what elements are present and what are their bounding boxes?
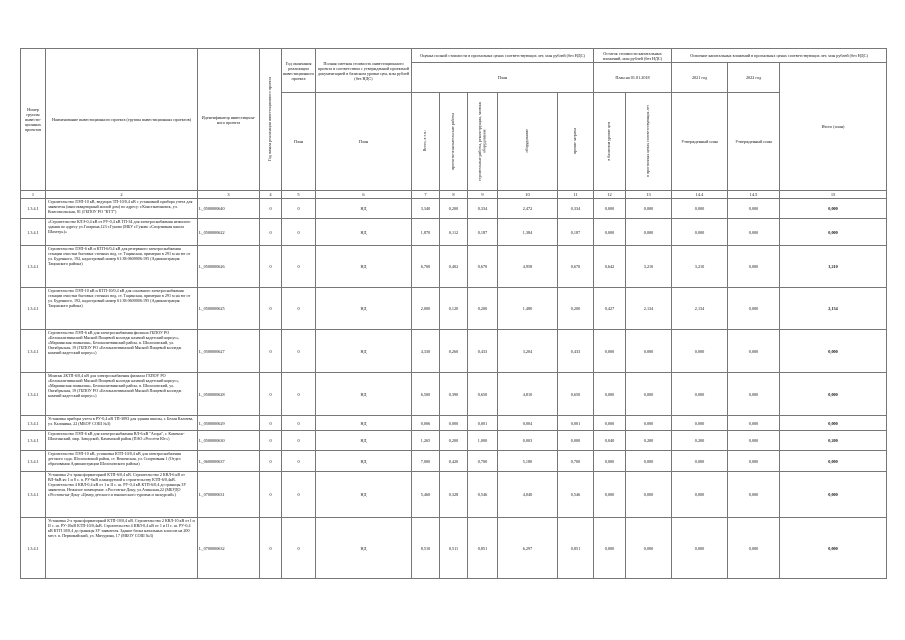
column-index-row: 1 2 3 4 5 6 7 8 9 10 11 12 13 14.4 14.5 15 xyxy=(21,191,887,199)
remaining-base-cell: 0,040 xyxy=(594,431,626,451)
start-year-cell: 0 xyxy=(260,330,282,373)
table-row xyxy=(21,518,887,579)
table-row xyxy=(21,199,887,219)
total-cost-cell: 6,500 xyxy=(412,373,440,416)
table-row xyxy=(21,246,887,288)
row-number-cell: 1.3.4.1 xyxy=(21,330,46,373)
hdr-year-2021: 2021 год xyxy=(672,63,728,93)
design-works-cost-cell: 0,328 xyxy=(440,472,468,518)
remaining-base-cell: 0,642 xyxy=(594,246,626,288)
remaining-base-cell: 0,000 xyxy=(594,416,626,431)
full-cost-plan-cell: НД xyxy=(316,416,412,431)
capex-total-cell: 0,000 xyxy=(780,472,887,518)
project-name-cell: «Строительство КЛЭ-0,4 кВ от РУ-0,4 кВ ТП-34 для электроснабжения нежилого здания по адресу ул.Гагарина,123 г.Гуково (МБУ г.Гуково «Спортивная школа Шахтер»)» xyxy=(46,219,198,246)
construction-cost-cell: 0,851 xyxy=(468,518,498,579)
start-year-cell: 0 xyxy=(260,199,282,219)
start-year-cell: 0 xyxy=(260,219,282,246)
equipment-cost-cell: 4,810 xyxy=(498,373,558,416)
start-year-cell: 0 xyxy=(260,451,282,472)
hdr-year-2022: 2022 год xyxy=(728,63,780,93)
capex-total-cell: 0,000 xyxy=(780,330,887,373)
construction-cost-cell: 0,187 xyxy=(468,219,498,246)
project-id-cell: L_0500000640 xyxy=(198,199,260,219)
remaining-base-cell: 0,000 xyxy=(594,330,626,373)
design-works-cost-cell: 0,120 xyxy=(440,288,468,330)
project-id-cell: L_0500000622 xyxy=(198,219,260,246)
project-name-cell: Установка 2-х трансформаторной КТП-10/0,4 кВ. Строительство 2 КВЛ-10 кВ от I и II с. ш. РУ-10кВ КТП-10/0,4кВ. Строительство 4 КВЛ-0,4 кВ от 1 и II с. ш. РУ-0,4 кВ КТП 10/0,4 до границы ЗУ заявителя. Здание блока начальных классов на 200 мест. п. Первомайский, ул. Мичурина, 17 (МБОУ СОШ №3) xyxy=(46,518,198,579)
capex-2021-cell: 0,000 xyxy=(672,472,728,518)
remaining-forecast-cell: 2,134 xyxy=(626,288,672,330)
equipment-cost-cell: 4,958 xyxy=(498,246,558,288)
other-cost-cell: 0,700 xyxy=(558,451,594,472)
capex-2021-cell: 0,000 xyxy=(672,451,728,472)
hdr-design-works: проектно-изыскательские работы xyxy=(440,93,468,191)
start-year-cell: 0 xyxy=(260,472,282,518)
remaining-base-cell: 0,000 xyxy=(594,472,626,518)
full-cost-plan-cell: НД xyxy=(316,199,412,219)
remaining-base-cell: 0,000 xyxy=(594,373,626,416)
hdr-construction-works: строительные работы, реконструкция, монтаж оборудования xyxy=(468,93,498,191)
total-cost-cell: 2,000 xyxy=(412,288,440,330)
project-name-cell: Строительство ЛЭП-10 кВ, установка КТП-10/0,4 кВ для электроснабжения детского сада, Шолоховский район, ст. Вешенская, ул. Спортивная 1 (Отдел образования Администрации Шолоховского района) xyxy=(46,451,198,472)
hdr-total-incl: Всего, в т.ч.: xyxy=(412,93,440,191)
total-cost-cell: 1,265 xyxy=(412,431,440,451)
total-cost-cell: 8,510 xyxy=(412,518,440,579)
full-cost-plan-cell: НД xyxy=(316,431,412,451)
hdr-plan-on-date: План на 01.01.2018 xyxy=(594,63,672,93)
other-cost-cell: 0,851 xyxy=(558,518,594,579)
hdr-forecast-prices: в прогнозных ценах соответствующих лет xyxy=(626,93,672,191)
project-name-cell: Строительство ЛЭП-10 кВ и КТП-10/0,4 кВ для основного электроснабжения станции очистки бытовых сточных вод, ст. Тацинская, примерно в 291 м на юг от ул. Буденного, 192, кадастровый номер 61:38:0600006:195 (Администрация Тацинского района) xyxy=(46,288,198,330)
end-year-cell: 0 xyxy=(282,518,316,579)
construction-cost-cell: 0,334 xyxy=(468,199,498,219)
capex-2022-cell: 0,000 xyxy=(728,431,780,451)
start-year-cell: 0 xyxy=(260,373,282,416)
capex-2021-cell: 0,000 xyxy=(672,219,728,246)
table-row xyxy=(21,451,887,472)
design-works-cost-cell: 0,260 xyxy=(440,330,468,373)
capex-total-cell: 0,000 xyxy=(780,219,887,246)
project-name-cell: Строительство ЛЭП-10 кВ, ведущих ТП-10/0,4 кВ с установкой прибора учета для заявителя (многоквартирный жилой дом) по адресу: г.Константиновск, ул. Комсомольская, 81 (ГБПОУ РО "КТТ") xyxy=(46,199,198,219)
table-row xyxy=(21,431,887,451)
hdr-cost-plan: План xyxy=(316,93,412,191)
capex-total-cell: 0,000 xyxy=(780,199,887,219)
remaining-forecast-cell: 0,000 xyxy=(626,451,672,472)
capex-2021-cell: 0,200 xyxy=(672,431,728,451)
remaining-base-cell: 0,000 xyxy=(594,518,626,579)
construction-cost-cell: 0,001 xyxy=(468,416,498,431)
project-name-cell: Строительство ЛЭП-6 кВ и КТП-6/0,4 кВ для резервного электроснабжения станции очистки бытовых сточных вод, ст. Тацинская, примерно в 291 м на юг от ул. Буденного, 192, кадастровый номер 61:38:0600006:195 (Администрация Тацинского района) xyxy=(46,246,198,288)
capex-2022-cell: 0,000 xyxy=(728,288,780,330)
total-cost-cell: 3,340 xyxy=(412,199,440,219)
full-cost-plan-cell: НД xyxy=(316,451,412,472)
end-year-cell: 0 xyxy=(282,416,316,431)
capex-2022-cell: 0,000 xyxy=(728,199,780,219)
end-year-cell: 0 xyxy=(282,199,316,219)
hdr-other-costs: прочие затраты xyxy=(558,93,594,191)
equipment-cost-cell: 5,180 xyxy=(498,451,558,472)
table-body xyxy=(21,199,887,579)
end-year-cell: 0 xyxy=(282,288,316,330)
total-cost-cell: 0,006 xyxy=(412,416,440,431)
end-year-cell: 0 xyxy=(282,246,316,288)
construction-cost-cell: 0,200 xyxy=(468,288,498,330)
remaining-base-cell: 0,427 xyxy=(594,288,626,330)
end-year-cell: 0 xyxy=(282,330,316,373)
project-id-cell: L_0500000629 xyxy=(198,416,260,431)
capex-2021-cell: 0,000 xyxy=(672,416,728,431)
design-works-cost-cell: 0,390 xyxy=(440,373,468,416)
full-cost-plan-cell: НД xyxy=(316,219,412,246)
capex-total-cell: 0,000 xyxy=(780,518,887,579)
row-number-cell: 1.3.4.1 xyxy=(21,373,46,416)
full-cost-plan-cell: НД xyxy=(316,373,412,416)
capex-total-cell: 3,210 xyxy=(780,246,887,288)
remaining-base-cell: 0,000 xyxy=(594,451,626,472)
capex-2021-cell: 3,210 xyxy=(672,246,728,288)
table-row xyxy=(21,373,887,416)
total-cost-cell: 1,870 xyxy=(412,219,440,246)
remaining-forecast-cell: 0,000 xyxy=(626,373,672,416)
design-works-cost-cell: 0,511 xyxy=(440,518,468,579)
equipment-cost-cell: 1,480 xyxy=(498,288,558,330)
other-cost-cell: 0,200 xyxy=(558,288,594,330)
remaining-forecast-cell: 0,000 xyxy=(626,199,672,219)
capex-total-cell: 0,000 xyxy=(780,416,887,431)
equipment-cost-cell: 1,384 xyxy=(498,219,558,246)
design-works-cost-cell: 0,200 xyxy=(440,199,468,219)
hdr-full-cost: Полная сметная стоимость инвестиционного проекта в соответствии с утвержденной проектной документацией в базисном уровне цен, млн рублей (без НДС) xyxy=(316,49,412,93)
full-cost-plan-cell: НД xyxy=(316,518,412,579)
hdr-remaining-cost: Остаток стоимости капитальных вложений, млн рублей (без НДС) xyxy=(594,49,672,63)
construction-cost-cell: 1,000 xyxy=(468,431,498,451)
other-cost-cell: 0,670 xyxy=(558,246,594,288)
other-cost-cell: 0,546 xyxy=(558,472,594,518)
design-works-cost-cell: 0,000 xyxy=(440,416,468,431)
other-cost-cell: 0,187 xyxy=(558,219,594,246)
end-year-cell: 0 xyxy=(282,373,316,416)
capex-2021-cell: 0,000 xyxy=(672,373,728,416)
hdr-approved-2021: Утвержденный план xyxy=(672,93,728,191)
total-cost-cell: 6,700 xyxy=(412,246,440,288)
capex-2022-cell: 0,000 xyxy=(728,472,780,518)
capex-total-cell: 2,134 xyxy=(780,288,887,330)
project-id-cell: L_0500000627 xyxy=(198,330,260,373)
capex-2022-cell: 0,000 xyxy=(728,373,780,416)
remaining-forecast-cell: 0,000 xyxy=(626,518,672,579)
capex-2021-cell: 2,134 xyxy=(672,288,728,330)
hdr-plan: План xyxy=(412,63,594,93)
table-row xyxy=(21,472,887,518)
row-number-cell: 1.3.4.1 xyxy=(21,472,46,518)
equipment-cost-cell: 2,472 xyxy=(498,199,558,219)
construction-cost-cell: 0,650 xyxy=(468,373,498,416)
remaining-forecast-cell: 3,210 xyxy=(626,246,672,288)
row-number-cell: 1.3.4.1 xyxy=(21,451,46,472)
hdr-total: Итого (план) xyxy=(780,63,887,191)
full-cost-plan-cell: НД xyxy=(316,246,412,288)
end-year-cell: 0 xyxy=(282,219,316,246)
capex-2022-cell: 0,000 xyxy=(728,246,780,288)
capex-2021-cell: 0,000 xyxy=(672,199,728,219)
project-id-cell: L_0700000632 xyxy=(198,518,260,579)
hdr-project-name: Наименование инвестиционного проекта (группы инвестиционных проектов) xyxy=(46,49,198,191)
hdr-start-year: Год начала реализации инвестиционного проекта xyxy=(260,49,282,191)
project-name-cell: Строительство ЛЭП-6 кВ для электроснабжения ВЛ-6 кВ "Агора", г. Каменск-Шахтинский, мкр. Заводской, Каменский район (ПАО «Россети Юг») xyxy=(46,431,198,451)
hdr-capex: Освоение капитальных вложений в прогнозных ценах соответствующих лет, млн рублей (без НДС) xyxy=(672,49,887,63)
row-number-cell: 1.3.4.1 xyxy=(21,416,46,431)
project-name-cell: Строительство ЛЭП-6 кВ для электроснабжения филиала ГБПОУ РО «Белокалитвинский Мясной Пищевой колледж казачий кадетский корпус», «Мариинская гимназия», Белокалитвинский район, п. Шолоховский, ул. Октябрьская, 19 (ГБПОУ РО «Белокалитвинский Мясной Пищевой колледж казачий кадетский корпус») xyxy=(46,330,198,373)
capex-2022-cell: 0,000 xyxy=(728,416,780,431)
capex-total-cell: 0,200 xyxy=(780,431,887,451)
other-cost-cell: 0,000 xyxy=(558,431,594,451)
equipment-cost-cell: 0,003 xyxy=(498,431,558,451)
table-row xyxy=(21,416,887,431)
construction-cost-cell: 0,546 xyxy=(468,472,498,518)
full-cost-plan-cell: НД xyxy=(316,330,412,373)
project-id-cell: L_0500000626 xyxy=(198,246,260,288)
project-id-cell: L_0500000628 xyxy=(198,373,260,416)
construction-cost-cell: 0,670 xyxy=(468,246,498,288)
table-row xyxy=(21,288,887,330)
construction-cost-cell: 0,700 xyxy=(468,451,498,472)
start-year-cell: 0 xyxy=(260,246,282,288)
table-row xyxy=(21,219,887,246)
start-year-cell: 0 xyxy=(260,518,282,579)
start-year-cell: 0 xyxy=(260,288,282,330)
equipment-cost-cell: 6,297 xyxy=(498,518,558,579)
project-id-cell: L_0500000625 xyxy=(198,288,260,330)
end-year-cell: 0 xyxy=(282,431,316,451)
capex-2022-cell: 0,000 xyxy=(728,451,780,472)
row-number-cell: 1.3.4.1 xyxy=(21,199,46,219)
end-year-cell: 0 xyxy=(282,451,316,472)
row-number-cell: 1.3.4.1 xyxy=(21,431,46,451)
table-row xyxy=(21,330,887,373)
hdr-approved-2022: Утвержденный план xyxy=(728,93,780,191)
row-number-cell: 1.3.4.1 xyxy=(21,219,46,246)
remaining-base-cell: 0,000 xyxy=(594,199,626,219)
remaining-forecast-cell: 0,000 xyxy=(626,416,672,431)
project-name-cell: Установка 2-х трансформаторной КТП-6/0,4 кВ. Строительство 2 КВЛ-6 кВ от ВЛ-6кВ яч 1 и 8 с. п. РУ-6кВ планируемой к строительству КТП-6/0,4кВ. Строительство 4 КВЛ-0,4 кВ от 1 и II с. ш. РУ-0,4 кВ КТП-6/0,4 до границы ЗУ заявителя. Нежилое помещение. г.Ростов-на-Дону, ул.Ачинская,22 (МБУДО г.Ростова-на-Дону «Центр детского и юношеского туризма и экскурсий») xyxy=(46,472,198,518)
hdr-equipment: оборудование xyxy=(498,93,558,191)
total-cost-cell: 7,000 xyxy=(412,451,440,472)
project-name-cell: Монтаж 2КТП-6/0,4 кВ для электроснабжения филиала ГБПОУ РО «Белокалитвинский Мясной Пищевой колледж казачий кадетский корпус», «Мариинская гимназия», Белокалитвинский район, п. Шолоховский, ул. Октябрьская, 19 (ГБПОУ РО «Белокалитвинский Мясной Пищевой колледж казачий кадетский корпус») xyxy=(46,373,198,416)
remaining-forecast-cell: 0,000 xyxy=(626,330,672,373)
full-cost-plan-cell: НД xyxy=(316,472,412,518)
row-number-cell: 1.3.4.1 xyxy=(21,288,46,330)
remaining-forecast-cell: 0,200 xyxy=(626,431,672,451)
project-name-cell: Установка прибора учета в РУ-0,4 кВ ТП-3093 для здания школы, г. Белая Калитва, ул. Калинина, 22 (МБОУ СОШ №3) xyxy=(46,416,198,431)
equipment-cost-cell: 3,204 xyxy=(498,330,558,373)
row-number-cell: 1.3.4.1 xyxy=(21,246,46,288)
design-works-cost-cell: 0,200 xyxy=(440,431,468,451)
equipment-cost-cell: 4,040 xyxy=(498,472,558,518)
project-id-cell: L_0700000631 xyxy=(198,472,260,518)
hdr-forecast-cost: Оценка полной стоимости в прогнозных ценах соответствующих лет, млн рублей (без НДС) xyxy=(412,49,594,63)
investment-table-sheet xyxy=(20,48,886,579)
design-works-cost-cell: 0,402 xyxy=(440,246,468,288)
hdr-project-id: Идентификатор инвестицион-ного проекта xyxy=(198,49,260,191)
project-id-cell: L_0600000637 xyxy=(198,451,260,472)
capex-2022-cell: 0,000 xyxy=(728,518,780,579)
total-cost-cell: 5,460 xyxy=(412,472,440,518)
remaining-forecast-cell: 0,000 xyxy=(626,219,672,246)
remaining-forecast-cell: 0,000 xyxy=(626,472,672,518)
capex-total-cell: 0,000 xyxy=(780,451,887,472)
start-year-cell: 0 xyxy=(260,416,282,431)
construction-cost-cell: 0,433 xyxy=(468,330,498,373)
capex-2022-cell: 0,000 xyxy=(728,330,780,373)
end-year-cell: 0 xyxy=(282,472,316,518)
equipment-cost-cell: 0,004 xyxy=(498,416,558,431)
other-cost-cell: 0,433 xyxy=(558,330,594,373)
hdr-end-plan: План xyxy=(282,93,316,191)
other-cost-cell: 0,650 xyxy=(558,373,594,416)
total-cost-cell: 4,330 xyxy=(412,330,440,373)
investment-table xyxy=(20,48,887,579)
hdr-group-number: Номер группы инвести-ционных проектов xyxy=(21,49,46,191)
hdr-base-prices: в базисном уровне цен xyxy=(594,93,626,191)
row-number-cell: 1.3.4.1 xyxy=(21,518,46,579)
hdr-end-year: Год окончания реализации инвестиционного проекта xyxy=(282,49,316,93)
start-year-cell: 0 xyxy=(260,431,282,451)
capex-total-cell: 0,000 xyxy=(780,373,887,416)
capex-2022-cell: 0,000 xyxy=(728,219,780,246)
other-cost-cell: 0,001 xyxy=(558,416,594,431)
capex-2021-cell: 0,000 xyxy=(672,330,728,373)
project-id-cell: L_0500000630 xyxy=(198,431,260,451)
design-works-cost-cell: 0,420 xyxy=(440,451,468,472)
remaining-base-cell: 0,000 xyxy=(594,219,626,246)
capex-2021-cell: 0,000 xyxy=(672,518,728,579)
other-cost-cell: 0,334 xyxy=(558,199,594,219)
design-works-cost-cell: 0,112 xyxy=(440,219,468,246)
full-cost-plan-cell: НД xyxy=(316,288,412,330)
